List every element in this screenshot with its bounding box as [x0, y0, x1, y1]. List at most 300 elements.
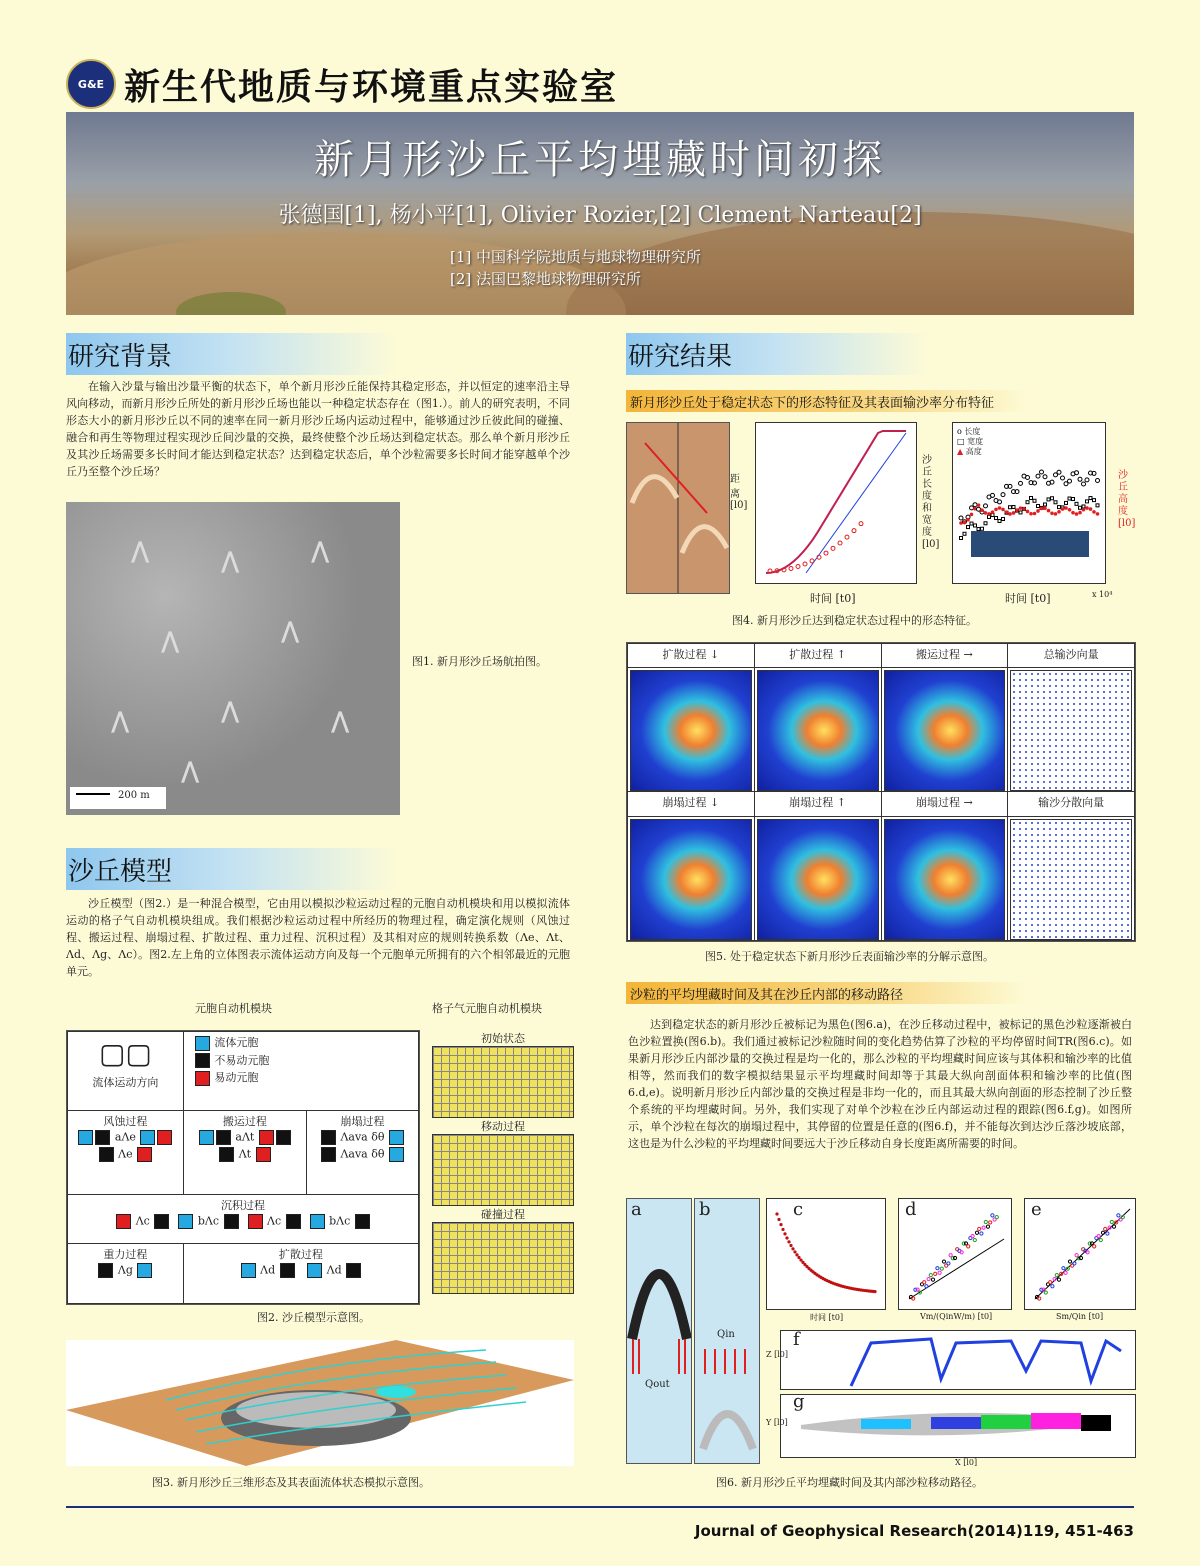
fig6-b	[694, 1198, 760, 1464]
fig6-label-d: d	[905, 1199, 917, 1220]
fig5-caption: 图5. 处于稳定状态下新月形沙丘表面输沙率的分解示意图。	[705, 950, 994, 963]
rate-transport-2: Λt	[238, 1147, 252, 1161]
fig6-c-point	[797, 1256, 800, 1259]
fig6-scatter-point	[980, 1232, 983, 1235]
affiliation-1: [1] 中国科学院地质与地球物理研究所	[450, 248, 702, 266]
fig6-scatter-point	[1093, 1245, 1096, 1248]
fig4-height-point	[1061, 507, 1065, 511]
fig6-label-g: g	[793, 1391, 805, 1412]
fig1-aerial-image: < < < < < < < < < 200 m	[66, 502, 400, 815]
fig6-scatter-point	[912, 1297, 915, 1300]
fig4-width-point	[1047, 498, 1050, 501]
fig6-scatter-point	[916, 1288, 919, 1291]
fig4-width-point	[960, 537, 963, 540]
fig4-distance-point	[859, 522, 863, 526]
fig4-distance-point	[810, 559, 814, 563]
fig4-width-point	[1002, 518, 1005, 521]
fig4-linear-fit	[806, 433, 906, 573]
fig5-heatmap-3	[884, 670, 1006, 791]
background-text: 在输入沙量与输出沙量平衡的状态下，单个新月形沙丘能保持其稳定形态，并以恒定的速率沿主导风向移动，而新月形沙丘所处的新月形沙丘场也能以一种稳定状态存在（图1.）。前人的研究表明，不同形态大小的新月形沙丘以不同的速率在同一新月形沙丘场内运动过程中，能够通过沙丘彼此间的碰撞、融合和再生等物理过程实现沙丘间沙量的交换，最终使整个沙丘场达到稳定状态。那么单个新月形沙丘及其沙丘场需要多长时间才能达到稳定状态？达到稳定状态后，单个沙粒需要多长时间才能穿越单个沙丘乃至整个沙丘场？	[66, 380, 570, 478]
fig4-width-point	[1068, 497, 1071, 500]
rate-dep-4: bΛc	[329, 1214, 351, 1228]
fig4-length-point	[959, 516, 963, 520]
fig6-scatter-point	[940, 1267, 943, 1270]
fig6-scatter-point	[967, 1245, 970, 1248]
fig4-width-point	[1037, 504, 1040, 507]
fig6-scatter-point	[1108, 1226, 1111, 1229]
fig4-width-point	[1089, 497, 1092, 500]
fig5-heatmap-5	[757, 819, 879, 940]
lab-header	[66, 60, 618, 108]
lga-state-3: 碰撞过程	[481, 1208, 525, 1221]
fig4-ylabel2: 沙丘长度和宽度 [l0]	[922, 455, 940, 550]
fig6-scatter-point	[1106, 1232, 1109, 1235]
fig4-width-point	[981, 527, 984, 530]
fig4-width-point	[967, 526, 970, 529]
fig4-height-point	[1089, 507, 1093, 511]
fig4-width-point	[1065, 501, 1068, 504]
fig4-xlabel1: 时间 [t0]	[810, 592, 856, 605]
fig4-xlabel2: 时间 [t0]	[1005, 592, 1051, 605]
rate-avalanche-1: Λava δθ	[340, 1130, 385, 1144]
fig5-h5: 崩塌过程 ↓	[628, 792, 755, 816]
fig4-caption: 图4. 新月形沙丘达到稳定状态过程中的形态特征。	[732, 614, 977, 627]
authors: 张德国[1], 杨小平[1], Olivier Rozier,[2] Clement Narteau[2]	[278, 203, 922, 228]
fig4-height-point	[987, 512, 991, 516]
fig4-distance-point	[803, 562, 807, 566]
fig4-length-point	[1019, 481, 1023, 485]
rate-diff-2: Λd	[326, 1263, 342, 1277]
gravity-cell	[68, 1243, 184, 1303]
fig6-c-svg	[767, 1199, 885, 1309]
fig6-scatter-point	[989, 1221, 992, 1224]
fig6-caption: 图6. 新月形沙丘平均埋藏时间及其内部沙粒移动路径。	[716, 1476, 983, 1489]
transport-cell	[183, 1110, 306, 1195]
fig6-c-point	[791, 1247, 794, 1250]
fig5-h2: 扩散过程 ↑	[754, 644, 881, 668]
fig4-length-point	[1001, 493, 1005, 497]
fluid-cell-swatch	[195, 1036, 210, 1051]
section-background-heading: 研究背景	[66, 333, 398, 375]
legend-fluid: 流体元胞	[214, 1036, 259, 1049]
fig6-scatter-point	[1101, 1231, 1104, 1234]
fig6-scatter-point	[931, 1278, 934, 1281]
fig4-width-point	[963, 532, 966, 535]
fig4-length-point	[1068, 479, 1072, 483]
fig4-height-point	[1036, 509, 1040, 513]
fig4-width-point	[1086, 500, 1089, 503]
fig4-width-point	[1072, 497, 1075, 500]
fig6-scatter-point	[975, 1231, 978, 1234]
fig4-width-point	[1012, 505, 1015, 508]
fig6-scatter-point	[1097, 1235, 1100, 1238]
fig6-scatter-point	[973, 1238, 976, 1241]
fig6-xlabel-c: 时间 [t0]	[810, 1313, 844, 1322]
fig4-length-point	[991, 493, 995, 497]
fig4-length-point	[1085, 478, 1089, 482]
fig6-scatter-point	[991, 1214, 994, 1217]
diffusion-cell	[183, 1243, 418, 1303]
fig6-scatter-point	[953, 1256, 956, 1259]
rate-avalanche-2: Λava δθ	[340, 1147, 385, 1161]
fig4-width-point	[1096, 504, 1099, 507]
fig6-scatter-point	[1117, 1214, 1120, 1217]
fig6-scatter-point	[925, 1285, 928, 1288]
fig3-caption: 图3. 新月形沙丘三维形态及其表面流体状态模拟示意图。	[152, 1476, 430, 1489]
fig4-length-point	[998, 500, 1002, 504]
fig5-h6: 崩塌过程 ↑	[754, 792, 881, 816]
fig5-h8: 输沙分散向量	[1008, 792, 1135, 816]
fig4-length-point	[984, 504, 988, 508]
fig4-height-point	[1022, 507, 1026, 511]
fig6-f-svg	[781, 1331, 1135, 1389]
fig4-height-point	[1005, 510, 1009, 514]
fig4-height-point	[1050, 511, 1054, 515]
fig6-f-trajectory	[851, 1339, 1121, 1386]
lab-name: 新生代地质与环境重点实验室	[124, 66, 619, 108]
fig4-width-point	[1079, 506, 1082, 509]
fig6-xlabel-e: Sm/Qin [t0]	[1056, 1312, 1104, 1321]
fig6-scatter-point	[971, 1235, 974, 1238]
fig4-height-point	[984, 511, 988, 515]
fig6-scatter-point	[960, 1251, 963, 1254]
fig4-height-point	[963, 521, 967, 525]
fig4-height-point	[1068, 508, 1072, 512]
fig4-length-point	[1082, 482, 1086, 486]
rate-erosion-2: Λe	[118, 1147, 133, 1161]
erosion-label: 风蚀过程	[103, 1114, 148, 1128]
fig6-e	[1024, 1198, 1136, 1310]
fig4-distance-point	[789, 566, 793, 570]
fig6-c-point	[787, 1240, 790, 1243]
fig4-length-point	[970, 506, 974, 510]
fig6-scatter-point	[982, 1226, 985, 1229]
fig4-shape-plot	[952, 422, 1106, 584]
fig4-height-point	[1029, 512, 1033, 516]
fig6-xlabel-g: X [l0]	[955, 1458, 978, 1467]
legend	[183, 1032, 418, 1111]
transport-label: 搬运过程	[222, 1114, 267, 1128]
fig4-height-point	[994, 508, 998, 512]
fig6-label-c: c	[793, 1199, 804, 1220]
fig4-legend: o 长度 □ 宽度 ▲ 高度	[957, 427, 984, 456]
fig4-height-point	[1064, 506, 1068, 510]
fig4-width-point	[1093, 499, 1096, 502]
fig6-scatter-point	[978, 1227, 981, 1230]
fig6-label-e: e	[1031, 1199, 1042, 1220]
fig4-ylabel1: 距离 [l0]	[730, 474, 748, 511]
legend-length: 长度	[964, 427, 981, 436]
fig4-height-point	[1015, 508, 1019, 512]
fig5-h3: 搬运过程 →	[881, 644, 1008, 668]
fig2-caption: 图2. 沙丘模型示意图。	[257, 1311, 370, 1324]
fig6-label-f: f	[793, 1329, 800, 1350]
fig5-vector-total	[1010, 670, 1132, 791]
results-text: 达到稳定状态的新月形沙丘被标记为黑色(图6.a)，在沙丘移动过程中，被标记的黑色沙粒逐渐被白色沙粒置换(图6.b)。我们通过被标记沙粒随时间的变化趋势估算了沙粒的平均停留时间TR(图6.c)。如果新月形沙丘内部沙量的交换过程是均一化的，那么沙粒的平均埋藏时间应该与其体积和输沙率的比值相等，然而我们的数字模拟结果显示平均埋藏时间却等于其最大纵向剖面体积和输沙率的比值(图6.d,e)。说明新月形沙丘内部沙量的交换过程是非均一化的，而且其最大纵向剖面的形态控制了沙丘整个系统的平均埋藏时间。另外，我们实现了对单个沙粒在沙丘内部运动过程的跟踪(图6.f,g)。如图所示，单个沙粒在每次的崩塌过程中，其停留的位置是任意的(图6.f)，并不能每次到达沙丘落沙坡底部，这也是为什么沙粒的平均埋藏时间要远大于沙丘移动自身长度距离所需要的时间。	[628, 1018, 1132, 1150]
fig6-scatter-point	[1075, 1254, 1078, 1257]
fig6-qin: Qin	[717, 1329, 735, 1340]
fig6-scatter-point	[927, 1277, 930, 1280]
fig6-scatter-point	[947, 1262, 950, 1265]
fig6-c-point	[873, 1290, 876, 1293]
fig4-length-point	[1061, 476, 1065, 480]
fig6-c-point	[789, 1244, 792, 1247]
fig6-c-point	[793, 1250, 796, 1253]
fig4-height-point	[1071, 511, 1075, 515]
fig6-scatter-point	[1079, 1256, 1082, 1259]
fig3-3d-dune	[66, 1340, 574, 1466]
results-sub2: 沙粒的平均埋藏时间及其在沙丘内部的移动路径	[626, 982, 1030, 1004]
fig4-height-point	[1085, 506, 1089, 510]
fig6-scatter-point	[984, 1220, 987, 1223]
fig4-distance-point	[838, 541, 842, 545]
legend-immobile: 不易动元胞	[214, 1053, 270, 1067]
fig4-height-point	[1043, 506, 1047, 510]
immobile-cell-swatch	[195, 1053, 210, 1068]
lga-module-title: 格子气元胞自动机模块	[432, 1002, 542, 1015]
affiliations	[450, 246, 701, 290]
mobile-cell-swatch	[195, 1071, 210, 1086]
fig6-scatter-point	[1066, 1267, 1069, 1270]
ca-module-title: 元胞自动机模块	[195, 1002, 272, 1015]
fig2-ca-table	[66, 1030, 420, 1305]
fig6-scatter-point	[986, 1225, 989, 1228]
fig4-length-point	[1040, 470, 1044, 474]
fig6-scatter-point	[1073, 1262, 1076, 1265]
rate-dep-3: Λc	[267, 1214, 282, 1228]
fig6-scatter-point	[942, 1260, 945, 1263]
fig6-scatter-point	[949, 1254, 952, 1257]
fig4-snapshot-svg	[627, 423, 729, 593]
fig6-c-point	[783, 1232, 786, 1235]
fig4-height-point	[1026, 510, 1030, 514]
fig2-lga-panels	[432, 1030, 574, 1303]
fig4-width-point	[984, 522, 987, 525]
fig4-width-point	[988, 515, 991, 518]
fig6-scatter-point	[1062, 1267, 1065, 1270]
fig6-g-svg	[781, 1395, 1135, 1457]
section-results-heading: 研究结果	[626, 333, 928, 375]
fig5-heatmap-4	[630, 819, 752, 940]
fig4-height-point	[1033, 512, 1037, 516]
fig5-heatmap-1	[630, 670, 752, 791]
rate-erosion-1: aΛe	[114, 1130, 136, 1144]
avalanche-cell	[306, 1110, 418, 1195]
fig4-width-point	[1058, 506, 1061, 509]
fig6-scatter-point	[934, 1272, 937, 1275]
legend-width: 宽度	[967, 437, 984, 446]
rate-transport-1: aΛt	[235, 1130, 255, 1144]
rate-dep-2: bΛc	[197, 1214, 219, 1228]
fig6-scatter-point	[923, 1281, 926, 1284]
fig6-ab	[626, 1198, 762, 1462]
rate-dep-1: Λc	[135, 1214, 150, 1228]
fig6-scatter-point	[1042, 1288, 1045, 1291]
lga-state-1: 初始状态	[481, 1032, 525, 1045]
fig4-distance-point	[824, 551, 828, 555]
fig6-a	[626, 1198, 692, 1464]
fig3-svg	[66, 1340, 574, 1466]
fig4-ylabel3: 沙丘高度 [l0]	[1118, 470, 1136, 529]
fig4-length-point	[1096, 479, 1100, 483]
fig4-height-point	[1019, 506, 1023, 510]
fig4-width-point	[998, 519, 1001, 522]
fig4-distance-plot	[755, 422, 917, 584]
fig4-width-point	[1019, 511, 1022, 514]
fig6-scatter-point	[1110, 1220, 1113, 1223]
section-model-heading: 沙丘模型	[66, 848, 398, 890]
flow-direction-label: 流体运动方向	[92, 1076, 159, 1089]
fig4-height-point	[980, 508, 984, 512]
fig6-g	[780, 1391, 1136, 1458]
fig4-height-point	[1040, 507, 1044, 511]
fig4-distance-curve	[766, 431, 906, 573]
fig4-width-point	[1044, 503, 1047, 506]
fig4-distance-point	[796, 565, 800, 569]
flow-direction-cell	[68, 1032, 184, 1111]
fig5-heatmap-6	[884, 819, 1006, 940]
fig4-height-point	[1057, 510, 1061, 514]
fig6-c-point	[785, 1236, 788, 1239]
diffusion-label: 扩散过程	[278, 1247, 323, 1261]
fig6-scatter-point	[1057, 1278, 1060, 1281]
fig6-scatter-point	[1049, 1281, 1052, 1284]
fig6-scatter-point	[1086, 1251, 1089, 1254]
fig4-xexp: x 10⁴	[1092, 590, 1113, 599]
fig4-width-point	[1054, 501, 1057, 504]
fig4-height-point	[1075, 512, 1079, 516]
fig5-heatmap-2	[757, 670, 879, 791]
fig4-width-point	[1051, 497, 1054, 500]
fig6-scatter-point	[1068, 1260, 1071, 1263]
fig6-scatter-point	[936, 1267, 939, 1270]
fig5-grid	[626, 642, 1136, 942]
rate-diff-1: Λd	[260, 1263, 276, 1277]
gravity-label: 重力过程	[103, 1247, 148, 1261]
fig4-length-point	[1057, 470, 1061, 474]
fig4-width-point	[1033, 499, 1036, 502]
fig6-c-point	[795, 1253, 798, 1256]
fig4-distance-point	[845, 535, 849, 539]
legend-height: 高度	[965, 447, 982, 456]
fig4-distance-point	[831, 546, 835, 550]
fig4-length-point	[1026, 475, 1030, 479]
fig4-height-point	[977, 503, 981, 507]
fig6-ylabel-f: Z [l0]	[766, 1350, 788, 1359]
fig4-height-point	[1008, 512, 1012, 516]
fig6-scatter-point	[938, 1271, 941, 1274]
fig4-length-point	[1078, 477, 1082, 481]
fig6-c-point	[775, 1212, 778, 1215]
fig4-height-point	[970, 513, 974, 517]
rate-grav: Λg	[117, 1263, 133, 1277]
fig6-scatter-point	[1112, 1225, 1115, 1228]
fig6-scatter-point	[929, 1273, 932, 1276]
fig6-scatter-point	[995, 1216, 998, 1219]
fig4-width-point	[1009, 506, 1012, 509]
fig6-scatter-point	[1104, 1227, 1107, 1230]
fig4-width-point	[1030, 497, 1033, 500]
fig4-width-point	[970, 522, 973, 525]
lab-logo: G&E	[66, 59, 116, 109]
fig5-h1: 扩散过程 ↓	[628, 644, 755, 668]
fig6-scatter-point	[1038, 1297, 1041, 1300]
fig6-a-svg	[627, 1199, 691, 1463]
fig6-c	[766, 1198, 886, 1310]
fig4-height-point	[1092, 510, 1096, 514]
fig6-label-a: a	[631, 1199, 642, 1220]
fig5-h7: 崩塌过程 →	[881, 792, 1008, 816]
scale-label: 200 m	[118, 790, 150, 801]
fig4-height-point	[1047, 509, 1051, 513]
fig1-caption: 图1. 新月形沙丘场航拍图。	[412, 655, 547, 668]
fig4-height-point	[1082, 508, 1086, 512]
fig4-width-point	[1082, 505, 1085, 508]
fig4-width-point	[974, 524, 977, 527]
footer-divider	[66, 1506, 1134, 1508]
scale-bar	[70, 787, 166, 809]
fig4-height-point	[1096, 512, 1100, 516]
fig6-d	[898, 1198, 1012, 1310]
fig4-width-point	[1075, 502, 1078, 505]
fig4-length-point	[1043, 475, 1047, 479]
fig6-label-b: b	[699, 1199, 711, 1220]
fig4-distance-point	[852, 529, 856, 533]
cube-stack-icon: ▢▢	[98, 1037, 152, 1070]
fig6-scatter-point	[1051, 1285, 1054, 1288]
fig6-scatter-point	[1053, 1277, 1056, 1280]
fig6-xlabel-d: Vm/(QinW/m) [t0]	[920, 1312, 993, 1321]
fig4-height-point	[1054, 512, 1058, 516]
erosion-cell	[68, 1110, 184, 1195]
fig4-height-point	[966, 518, 970, 522]
fig6-qout: Qout	[645, 1379, 670, 1390]
fig6-scatter-point	[1044, 1291, 1047, 1294]
deposition-cell	[68, 1195, 419, 1243]
fig6-c-point	[781, 1228, 784, 1231]
legend-mobile: 易动元胞	[214, 1071, 259, 1084]
fig4-height-point	[1078, 511, 1082, 515]
affiliation-2: [2] 法国巴黎地球物理研究所	[450, 270, 642, 288]
fig6-scatter-point	[1064, 1271, 1067, 1274]
deposition-label: 沉积过程	[221, 1199, 265, 1213]
fig4-height-point	[1012, 511, 1016, 515]
journal-citation: Journal of Geophysical Research(2014)119, 451-463	[694, 1522, 1134, 1540]
fig6-f	[780, 1330, 1136, 1390]
fig4-inset-dune	[971, 531, 1089, 557]
results-sub1: 新月形沙丘处于稳定状态下的形态特征及其表面输沙率分布特征	[626, 390, 1030, 412]
model-text: 沙丘模型（图2.）是一种混合模型，它由用以模拟沙粒运动过程的元胞自动机模块和用以模拟流体运动的格子气自动机模块组成。我们根据沙粒运动过程中所经历的物理过程，确定演化规则（风蚀过程、搬运过程、崩塌过程、扩散过程、重力过程、沉积过程）及其相对应的规则转换系数（Λe、Λt、Λd、Λg、Λc）。图2.左上角的立体图表示流体运动方向及每一个元胞单元所拥有的六个相邻最近的元胞单元。	[66, 897, 570, 978]
fig5-h4: 总输沙向量	[1008, 644, 1135, 668]
lga-state-2: 移动过程	[481, 1120, 525, 1133]
fig4-distance-svg	[756, 423, 916, 583]
fig5-vector-dispersion	[1010, 819, 1132, 940]
fig6-scatter-point	[1121, 1216, 1124, 1219]
avalanche-label: 崩塌过程	[340, 1114, 385, 1128]
fig4-height-point	[991, 510, 995, 514]
fig6-ylabel-g: Y [l0]	[766, 1418, 788, 1427]
fig4-length-point	[1036, 474, 1040, 478]
fig4-width-point	[995, 517, 998, 520]
fig6-scatter-point	[1055, 1273, 1058, 1276]
fig4-length-point	[973, 503, 977, 507]
fig4-dune-snapshots	[626, 422, 730, 594]
poster-title: 新月形沙丘平均埋藏时间初探	[314, 137, 886, 183]
fig4-height-point	[1001, 508, 1005, 512]
fig6-c-point	[777, 1218, 780, 1221]
fig4-height-point	[998, 506, 1002, 510]
fig6-c-point	[779, 1223, 782, 1226]
